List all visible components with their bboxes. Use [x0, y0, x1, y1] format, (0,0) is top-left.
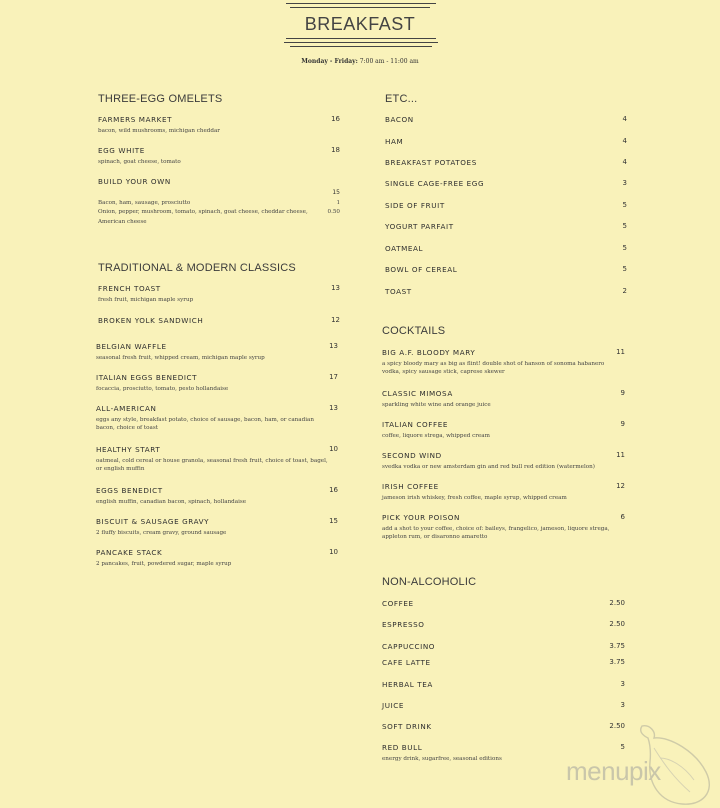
item-price: 4 — [622, 115, 627, 123]
item-name: BISCUIT & SAUSAGE GRAVY — [96, 517, 210, 526]
item-price: 5 — [620, 743, 625, 751]
watermark: menupix — [566, 756, 661, 786]
hours — [0, 58, 720, 65]
item-price: 2.50 — [609, 599, 625, 607]
item-description: a spicy bloody mary as big as flint! double shot of hanson of sonoma habanero vodka, spicy sausage stick, caprese skewer — [382, 361, 605, 375]
item-price: 16 — [331, 115, 340, 123]
item-name: HEALTHY START — [96, 445, 161, 454]
item-price: 15 — [329, 517, 338, 525]
item-price: 3 — [620, 701, 625, 709]
menu-item — [96, 517, 338, 539]
item-description: bacon, wild mushrooms, michigan cheddar — [98, 128, 220, 134]
menu-item — [382, 420, 625, 442]
item-name: IRISH COFFEE — [382, 482, 439, 491]
item-price: 12 — [616, 482, 625, 490]
title-rule-top — [286, 3, 436, 4]
menu-item — [385, 179, 627, 191]
item-name: JUICE — [382, 701, 405, 710]
item-price: 10 — [329, 548, 338, 556]
item-description: focaccia, prosciutto, tomato, pesto hollandaise — [96, 386, 229, 392]
item-description: coffee, liquore strega, whipped cream — [382, 433, 490, 439]
build-option-price: 0.50 — [327, 209, 340, 215]
title-rule-bottom-2 — [284, 42, 438, 43]
item-name: BROKEN YOLK SANDWICH — [98, 316, 204, 325]
item-name: BIG A.F. BLOODY MARY — [382, 348, 476, 357]
section-title-omelets: THREE-EGG OMELETS — [98, 93, 223, 105]
item-name: OATMEAL — [385, 244, 424, 253]
menu-item — [96, 373, 338, 395]
menu-item — [98, 177, 340, 231]
menu-item — [385, 201, 627, 213]
item-description: eggs any style, breakfast potato, choice of sausage, bacon, ham, or canadian bacon, choice of toast — [96, 417, 314, 431]
item-price: 13 — [331, 284, 340, 292]
item-price: 18 — [331, 146, 340, 154]
item-price: 2.50 — [609, 722, 625, 730]
item-description: oatmeal, cold cereal or house granola, seasonal fresh fruit, choice of toast, bagel, or english muffin — [96, 458, 328, 472]
menu-item — [98, 115, 340, 137]
item-price: 4 — [622, 158, 627, 166]
item-name: EGG WHITE — [98, 146, 145, 155]
menu-item — [385, 265, 627, 277]
item-price: 3 — [622, 179, 627, 187]
item-price: 4 — [622, 137, 627, 145]
menu-item — [96, 342, 338, 364]
item-description: energy drink, sugarfree, seasonal editions — [382, 756, 502, 762]
menu-item — [382, 599, 625, 611]
menu-item — [96, 445, 338, 477]
item-price: 11 — [616, 451, 625, 459]
item-name: CAPPUCCINO — [382, 642, 436, 651]
menu-item — [385, 287, 627, 299]
item-price: 12 — [331, 316, 340, 324]
item-name: FRENCH TOAST — [98, 284, 161, 293]
menu-item — [382, 722, 625, 734]
item-name: YOGURT PARFAIT — [385, 222, 454, 231]
menu-item — [385, 158, 627, 170]
item-price: 11 — [616, 348, 625, 356]
section-title-nonalcoholic: NON-ALCOHOLIC — [382, 576, 477, 588]
item-name: PANCAKE STACK — [96, 548, 163, 557]
item-name: PICK YOUR POISON — [382, 513, 460, 522]
item-name: SECOND WIND — [382, 451, 442, 460]
item-name: EGGS BENEDICT — [96, 486, 163, 495]
item-price: 17 — [329, 373, 338, 381]
item-price: 13 — [329, 342, 338, 350]
menu-item — [98, 316, 340, 330]
menu-item — [382, 620, 625, 632]
item-price: 3.75 — [609, 658, 625, 666]
item-description: sparkling white wine and orange juice — [382, 402, 491, 408]
item-name: BACON — [385, 115, 414, 124]
item-description: add a shot to your coffee, choice of: baileys, frangelico, jameson, liquore strega, appleton rum, or disaronno amaretto — [382, 526, 610, 540]
menu-item — [96, 548, 338, 570]
title-rule-bottom-3 — [290, 46, 432, 47]
item-name: CLASSIC MIMOSA — [382, 389, 453, 398]
menu-item — [96, 404, 338, 436]
item-price: 9 — [620, 389, 625, 397]
build-option: American cheese — [98, 219, 147, 225]
hours-label: Monday - Friday: — [301, 58, 358, 65]
item-price: 5 — [622, 244, 627, 252]
menu-item — [96, 486, 338, 508]
item-name: BUILD YOUR OWN — [98, 177, 171, 186]
item-name: HERBAL TEA — [382, 680, 433, 689]
item-name: FARMERS MARKET — [98, 115, 173, 124]
item-price: 9 — [620, 420, 625, 428]
item-name: COFFEE — [382, 599, 414, 608]
menu-item — [382, 680, 625, 692]
menu-item — [98, 284, 340, 306]
item-description: seasonal fresh fruit, whipped cream, michigan maple syrup — [96, 355, 265, 361]
build-option: Onion, pepper, mushroom, tomato, spinach, goat cheese, cheddar cheese, — [98, 209, 308, 215]
item-description: spinach, goat cheese, tomato — [98, 159, 181, 165]
item-name: ALL-AMERICAN — [96, 404, 157, 413]
menu-item — [382, 451, 625, 473]
item-description: svedka vodka or new amsterdam gin and red bull red edition (watermelon) — [382, 464, 595, 470]
menu-item — [385, 137, 627, 149]
build-option-price: 1 — [336, 200, 340, 206]
section-title-cocktails: COCKTAILS — [382, 325, 446, 337]
item-price: 16 — [329, 486, 338, 494]
item-name: SIDE OF FRUIT — [385, 201, 445, 210]
menu-item — [382, 642, 625, 654]
item-price: 5 — [622, 265, 627, 273]
item-description: fresh fruit, michigan maple syrup — [98, 297, 194, 303]
item-name: RED BULL — [382, 743, 423, 752]
item-description: english muffin, canadian bacon, spinach, hollandaise — [96, 499, 247, 505]
item-price: 10 — [329, 445, 338, 453]
menu-item — [385, 244, 627, 256]
menu-item — [385, 115, 627, 127]
item-price: 6 — [620, 513, 625, 521]
menu-item — [382, 482, 625, 504]
item-description: jameson irish whiskey, fresh coffee, maple syrup, whipped cream — [382, 495, 567, 501]
menu-title: BREAKFAST — [304, 14, 416, 34]
item-price: 3.75 — [609, 642, 625, 650]
item-name: BELGIAN WAFFLE — [96, 342, 167, 351]
item-price: 3 — [620, 680, 625, 688]
build-option: Bacon, ham, sausage, prosciutto — [98, 200, 191, 206]
menu-item — [382, 658, 625, 670]
hours-value: 7:00 am - 11:00 am — [357, 58, 419, 65]
item-description: 2 fluffy biscuits, cream gravy, ground sausage — [96, 530, 227, 536]
item-price: 2.50 — [609, 620, 625, 628]
section-title-classics: TRADITIONAL & MODERN CLASSICS — [98, 262, 296, 274]
menu-item — [385, 222, 627, 234]
menu-item — [98, 146, 340, 168]
item-name: ESPRESSO — [382, 620, 425, 629]
item-price: 5 — [622, 222, 627, 230]
item-name: ITALIAN COFFEE — [382, 420, 448, 429]
item-name: CAFE LATTE — [382, 658, 431, 667]
menu-item — [382, 701, 625, 713]
section-title-etc: ETC... — [385, 93, 418, 105]
menu-item — [382, 513, 625, 543]
item-price: 2 — [622, 287, 627, 295]
item-name: ITALIAN EGGS BENEDICT — [96, 373, 198, 382]
item-name: TOAST — [385, 287, 412, 296]
title-rule-top-2 — [290, 7, 430, 8]
item-price: 5 — [622, 201, 627, 209]
item-name: BOWL OF CEREAL — [385, 265, 458, 274]
item-name: BREAKFAST POTATOES — [385, 158, 477, 167]
title-rule-bottom — [286, 38, 436, 39]
item-price: 15 — [332, 189, 340, 196]
item-name: SINGLE CAGE-FREE EGG — [385, 179, 485, 188]
item-name: SOFT DRINK — [382, 722, 432, 731]
item-name: HAM — [385, 137, 404, 146]
menu-item — [382, 389, 625, 411]
menu-item — [382, 348, 625, 378]
item-price: 13 — [329, 404, 338, 412]
item-description: 2 pancakes, fruit, powdered sugar, maple syrup — [96, 561, 232, 567]
